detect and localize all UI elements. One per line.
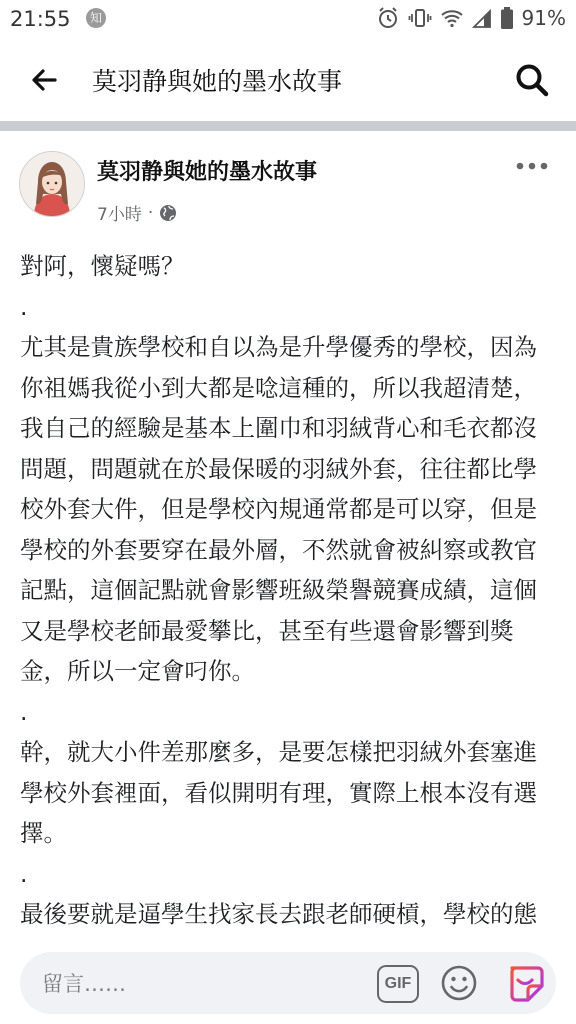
post-paragraph: 最後要就是逼學生找家長去跟老師硬槓，學校的態 — [20, 900, 537, 928]
battery-icon — [500, 6, 514, 30]
wifi-icon — [440, 6, 464, 30]
post-time[interactable]: 7小時 — [97, 205, 142, 225]
battery-percent: 91% — [521, 6, 566, 30]
section-divider — [0, 121, 576, 131]
post-paragraph: 尤其是貴族學校和自以為是升學優秀的學校，因為你祖媽我從小到大都是唸這種的，所以我超清楚，我自己的經驗是基本上圍巾和羽絨背心和毛衣都沒問題，問題就在於最保暖的羽絨外套，往往都比學校外套大件，但是學校內規通常都是可以穿，但是學校的外套要穿在最外層，不然就會被糾察或教官記點，這個記點就會影響班級榮譽競賽成績，這個又是學校老師最愛攀比，甚至有些還會影響到獎金，所以一定會叼你。 — [20, 333, 537, 685]
emoji-icon[interactable] — [440, 964, 478, 1002]
post-paragraph: . — [20, 292, 28, 321]
avatar-illustration — [20, 152, 84, 216]
comment-bar — [0, 940, 576, 1024]
gif-button[interactable]: GIF — [377, 965, 419, 1003]
comment-input[interactable] — [40, 964, 364, 1004]
app-header — [0, 42, 576, 122]
meta-separator: · — [147, 202, 154, 223]
comment-field — [20, 952, 556, 1014]
post-header — [0, 131, 576, 231]
post-paragraph: . — [20, 859, 28, 888]
search-icon[interactable] — [514, 62, 550, 98]
avatar[interactable] — [19, 151, 85, 217]
post-body — [20, 246, 560, 975]
post-paragraph: 幹，就大小件差那麼多，是要怎樣把羽絨外套塞進學校外套裡面，看似開明有理，實際上根本沒有選擇。 — [20, 738, 537, 847]
signal-icon — [472, 7, 492, 29]
notification-badge-icon: 知 — [86, 8, 106, 28]
post-meta — [97, 200, 177, 225]
more-options-icon[interactable] — [516, 161, 548, 171]
globe-icon — [159, 204, 177, 222]
back-arrow-icon[interactable] — [28, 64, 60, 96]
vibrate-icon — [408, 6, 432, 30]
page-title: 莫羽静與她的墨水故事 — [92, 67, 343, 96]
post-paragraph: 對阿，懷疑嗎？ — [20, 252, 185, 280]
status-bar — [0, 0, 576, 40]
post-author[interactable]: 莫羽静與她的墨水故事 — [97, 160, 318, 185]
status-icons — [376, 6, 566, 30]
status-time: 21:55 — [10, 7, 71, 31]
sticker-icon[interactable] — [504, 962, 546, 1004]
alarm-icon — [376, 6, 400, 30]
post-paragraph: . — [20, 697, 28, 726]
